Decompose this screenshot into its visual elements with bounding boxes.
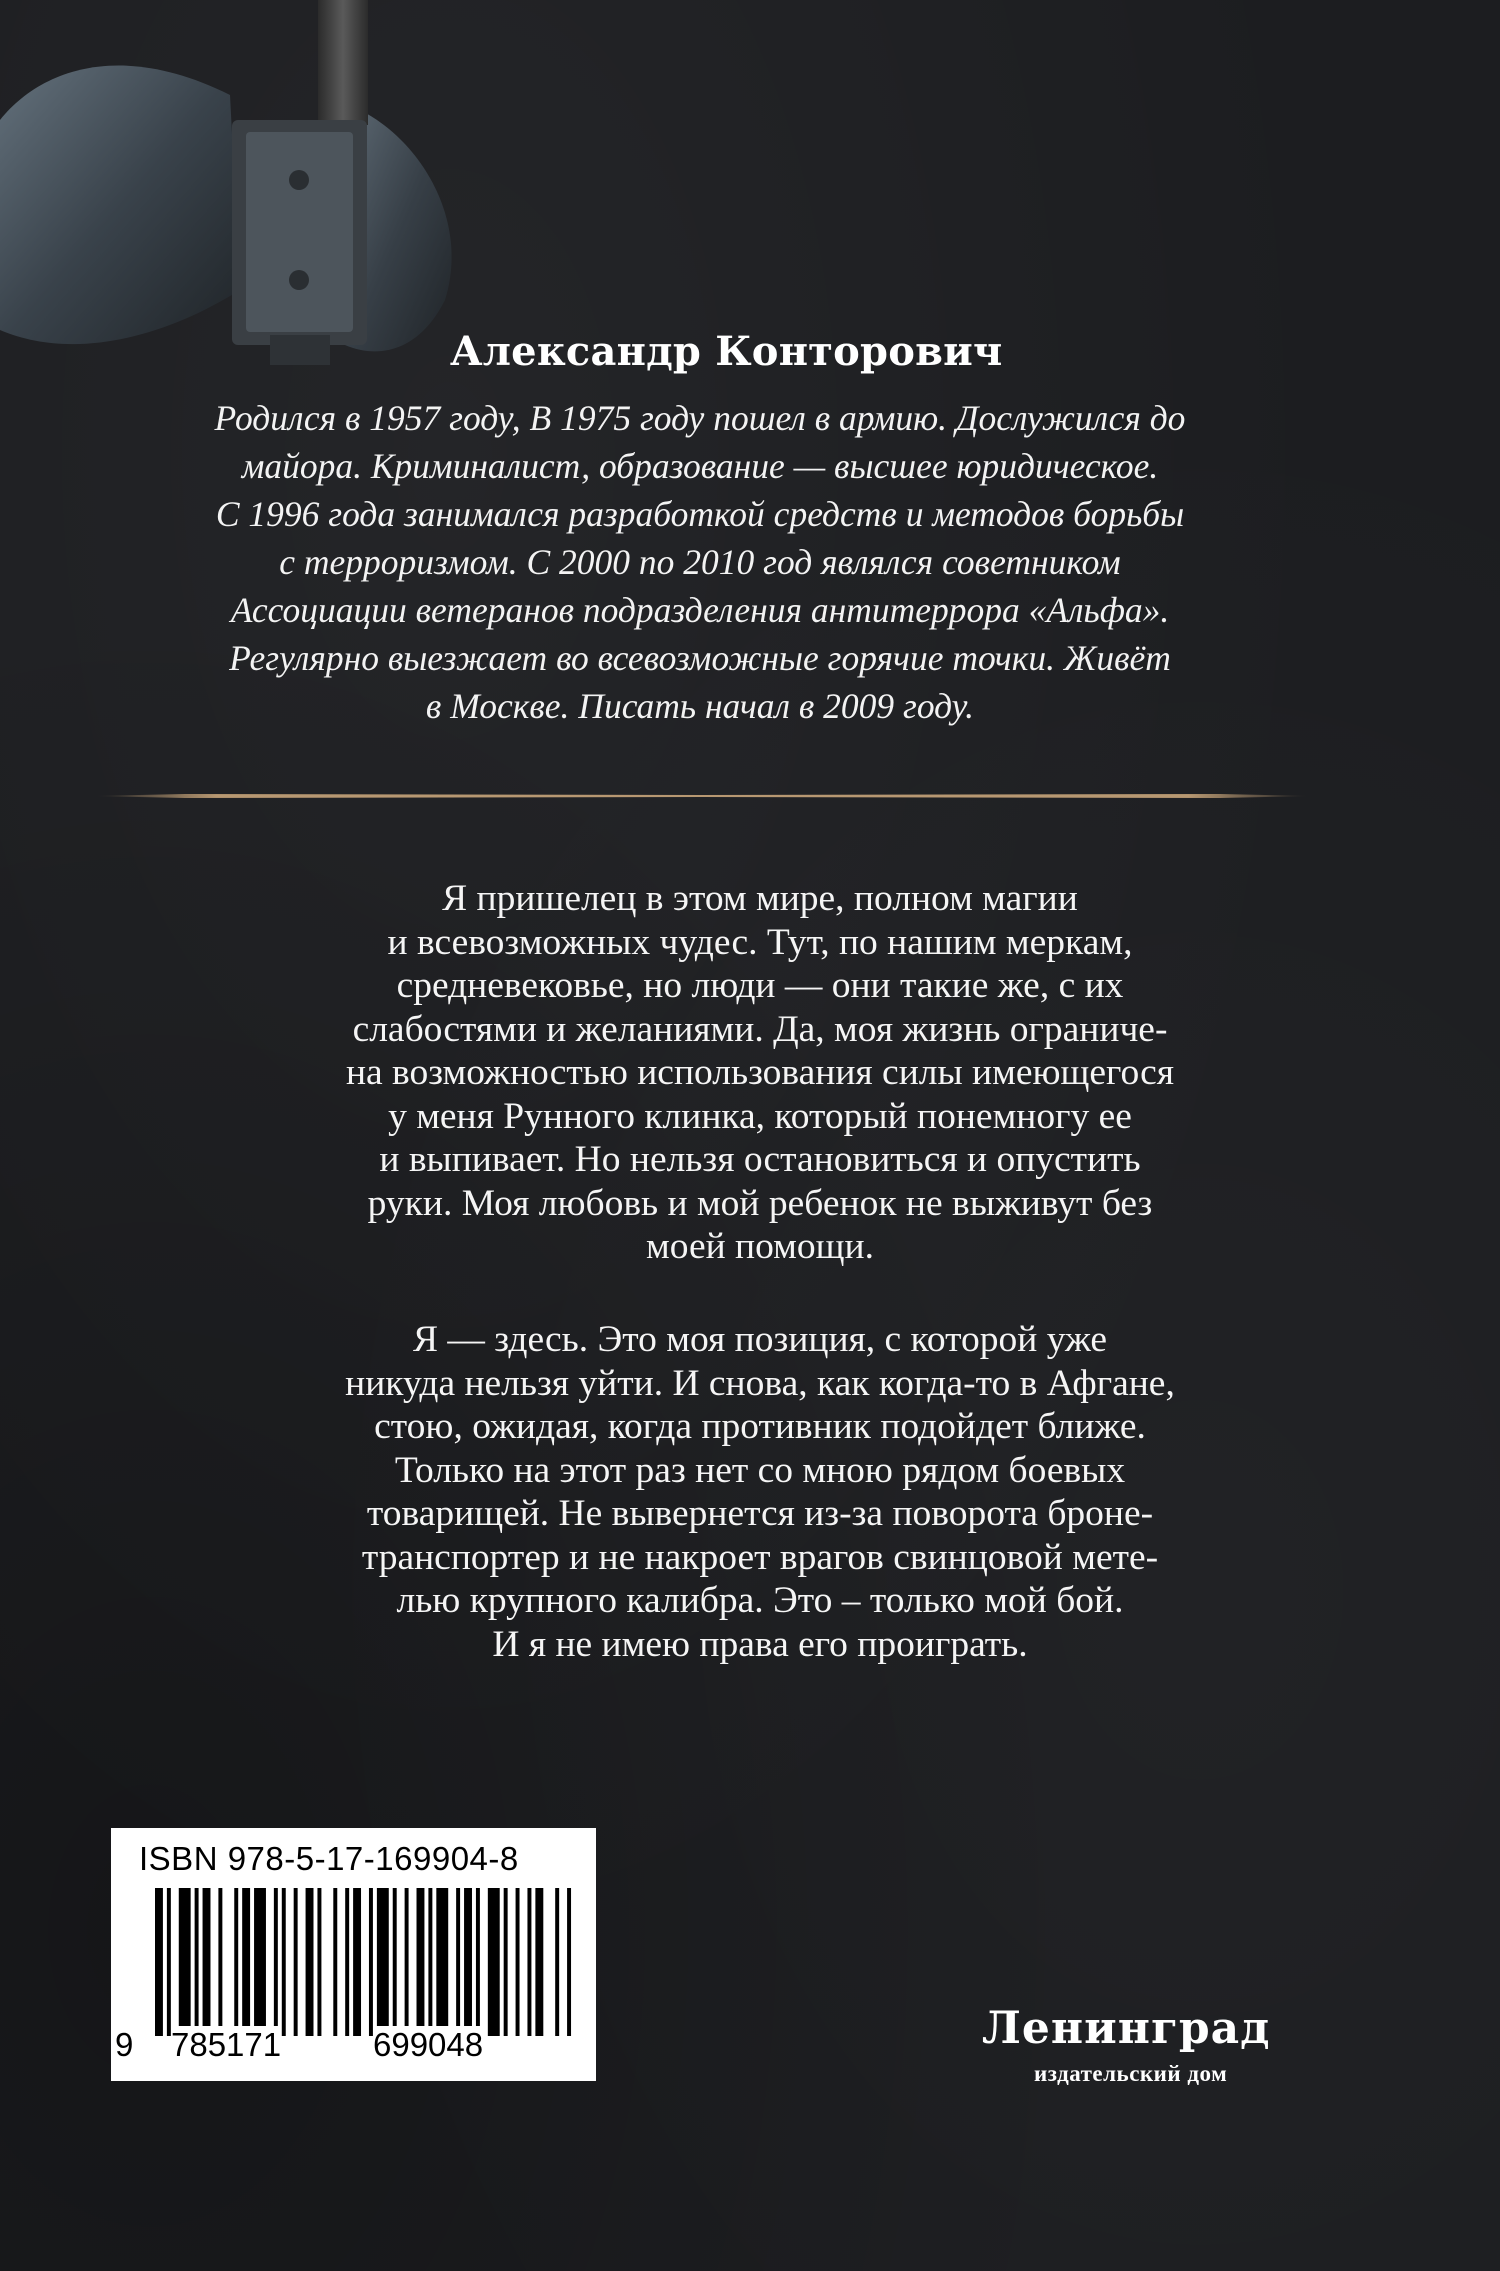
annotation-line: стою, ожидая, когда противник подойдет ближе.: [374, 1406, 1146, 1447]
bio-line: Ассоциации ветеранов подразделения антитеррора «Альфа».: [230, 590, 1170, 630]
annotation-line: и всевозможных чудес. Тут, по нашим меркам,: [387, 921, 1133, 963]
barcode-digit-first: 9: [115, 2026, 134, 2063]
annotation-line: И я не имею права его проиграть.: [492, 1623, 1028, 1665]
annotation-line: никуда нельзя уйти. И снова, как когда-то в Афгане,: [345, 1362, 1175, 1404]
battle-axe-icon: [0, 0, 470, 420]
annotation-line: средневековье, но люди — они такие же, с их: [396, 965, 1124, 1006]
publisher-subtitle: издательский дом: [1034, 2061, 1228, 2086]
annotation-line: у меня Рунного клинка, который понемногу ее: [388, 1095, 1132, 1137]
bio-line: С 1996 года занимался разработкой средств и методов борьбы: [215, 494, 1185, 534]
barcode-icon: [155, 1888, 575, 2036]
ornamental-divider-icon: [95, 788, 1310, 804]
annotation-line: на возможностью использования силы имеющегося: [345, 1052, 1175, 1093]
author-bio: [150, 394, 1250, 730]
annotation-line: товарищей. Не вывернется из-за поворота броне-: [366, 1493, 1154, 1534]
bio-line: майора. Криминалист, образование — высшее юридическое.: [241, 446, 1159, 486]
annotation-line: руки. Моя любовь и мой ребенок не выживут без: [367, 1182, 1153, 1224]
annotation-paragraph-2: [190, 1318, 1330, 1666]
author-name: Александр Конторович: [450, 328, 1003, 375]
annotation-line: транспортер и не накроет врагов свинцовой мете-: [361, 1536, 1159, 1578]
annotation-line: Я — здесь. Это моя позиция, с которой уже: [412, 1319, 1108, 1360]
annotation-paragraph-1: [190, 877, 1330, 1269]
isbn-barcode-box: [111, 1828, 596, 2081]
barcode-digits-group2: 699048: [373, 2026, 484, 2063]
annotation-line: Только на этот раз нет со мною рядом боевых: [394, 1449, 1126, 1491]
barcode-digits-group1: 785171: [171, 2026, 282, 2063]
annotation-line: лью крупного калибра. Это – только мой бой.: [396, 1580, 1124, 1621]
publisher-name: Ленинград: [982, 2003, 1271, 2054]
annotation-line: слабостями и желаниями. Да, моя жизнь ограниче-: [352, 1008, 1168, 1050]
bio-line: с терроризмом. С 2000 по 2010 год являлся советником: [279, 542, 1121, 582]
barcode-digits: [111, 2026, 596, 2070]
bio-line: в Москве. Писать начал в 2009 году.: [425, 686, 975, 726]
publisher-logo: [982, 2003, 1322, 2093]
bio-line: Родился в 1957 году, В 1975 году пошел в армию. Дослужился до: [214, 398, 1186, 438]
isbn-label: ISBN 978-5-17-169904-8: [139, 1840, 519, 1877]
bio-line: Регулярно выезжает во всевозможные горячие точки. Живёт: [229, 638, 1171, 678]
annotation-line: и выпивает. Но нельзя остановиться и опустить: [379, 1139, 1141, 1180]
annotation-line: Я пришелец в этом мире, полном магии: [442, 878, 1078, 919]
annotation-line: моей помощи.: [646, 1226, 874, 1267]
